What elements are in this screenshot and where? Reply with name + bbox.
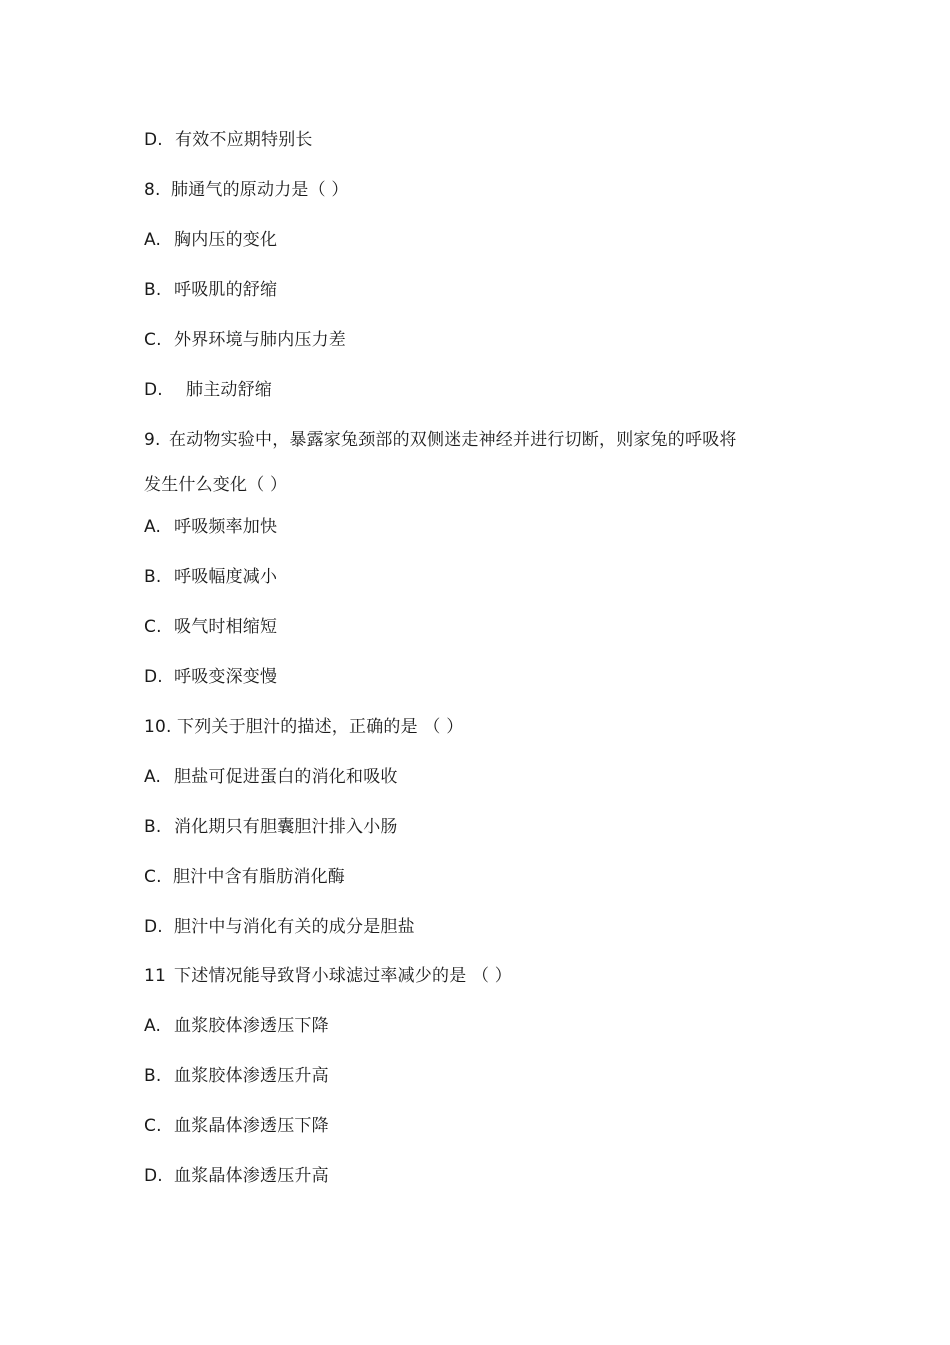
option-line [144,816,398,838]
option-text: 有效不应期特别长 [175,130,313,150]
question-line-continued [144,474,287,496]
option-line [144,916,415,938]
question-line [144,179,349,201]
option-line [144,1115,329,1137]
option-label: A. [144,1016,162,1036]
option-label: D. [144,667,163,687]
option-line [144,279,277,301]
option-text: 血浆胶体渗透压升高 [174,1066,329,1086]
option-line [144,666,277,688]
option-line [144,1065,329,1087]
option-text: 消化期只有胆囊胆汁排入小肠 [174,817,398,837]
option-label: B. [144,280,162,300]
question-text: 肺通气的原动力是（ ） [171,180,349,200]
option-label: C. [144,617,162,637]
option-text: 呼吸幅度减小 [174,567,278,587]
option-text: 胆盐可促进蛋白的消化和吸收 [174,767,398,787]
option-label: A. [144,230,162,250]
option-text: 外界环境与肺内压力差 [174,330,346,350]
option-line [144,566,277,588]
option-text: 血浆胶体渗透压下降 [174,1016,329,1036]
option-line [144,229,277,251]
option-text: 胆汁中含有脂肪消化酶 [173,867,345,887]
option-text: 肺主动舒缩 [186,380,272,400]
option-label: D. [144,130,163,150]
option-line [144,329,346,351]
question-text: 下述情况能导致肾小球滤过率减少的是 （ ） [174,966,513,986]
option-text: 胆汁中与消化有关的成分是胆盐 [174,917,415,937]
option-label: B. [144,817,162,837]
question-number: 11 [144,966,167,986]
question-line [144,429,737,451]
question-number: 9. [144,430,161,450]
option-label: D. [144,917,163,937]
option-text: 胸内压的变化 [174,230,278,250]
option-label: C. [144,867,162,887]
option-text: 呼吸频率加快 [174,517,278,537]
option-line [144,129,313,151]
option-label: D. [144,380,163,400]
option-line [144,379,272,401]
option-line [144,766,398,788]
question-text: 在动物实验中，暴露家兔颈部的双侧迷走神经并进行切断，则家兔的呼吸将 [169,430,737,450]
option-line [144,616,277,638]
option-text: 血浆晶体渗透压下降 [174,1116,329,1136]
question-text: 发生什么变化（ ） [144,475,288,495]
question-number: 8. [144,180,161,200]
question-line [144,965,512,987]
option-label: B. [144,567,162,587]
option-label: D. [144,1166,163,1186]
option-line [144,1165,329,1187]
option-label: C. [144,330,162,350]
question-line [144,716,463,738]
option-label: C. [144,1116,162,1136]
option-label: A. [144,767,162,787]
question-number: 10. [144,717,172,737]
option-text: 呼吸变深变慢 [174,667,278,687]
option-label: A. [144,517,162,537]
option-text: 吸气时相缩短 [174,617,278,637]
question-text: 下列关于胆汁的描述，正确的是 （ ） [177,717,464,737]
option-line [144,516,277,538]
option-line [144,866,345,888]
option-line [144,1015,329,1037]
option-text: 呼吸肌的舒缩 [174,280,278,300]
option-text: 血浆晶体渗透压升高 [174,1166,329,1186]
option-label: B. [144,1066,162,1086]
